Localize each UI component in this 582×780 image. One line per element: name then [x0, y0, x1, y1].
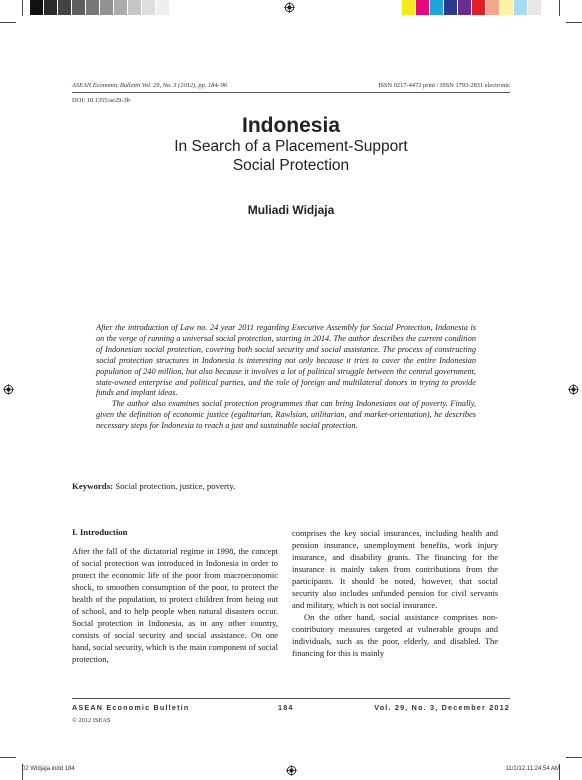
body-column-right	[292, 527, 498, 659]
color-swatch	[486, 0, 500, 15]
registration-target-icon	[568, 384, 579, 395]
color-swatch	[514, 0, 528, 15]
abstract-paragraph: The author also examines social protection programmes that can bring Indonesians out of poverty. Finally, given the definition of economic justice (egalitarian, Rawlsian, utilitarian, and market-orientation), he describes necessary steps for Indonesia to reach a just and sustainable social protection.	[96, 399, 476, 431]
crop-mark	[0, 757, 16, 758]
gray-swatch	[100, 0, 114, 15]
gray-swatch	[128, 0, 142, 15]
issn-line: ISSN 0217-4472 print / ISSN 1793-2831 electronic	[378, 82, 510, 89]
footer-journal-name: ASEAN Economic Bulletin	[72, 703, 190, 712]
section-heading: I. Introduction	[72, 527, 128, 537]
color-swatch	[430, 0, 444, 15]
crop-mark	[566, 22, 582, 23]
footer-rule	[72, 698, 510, 699]
gray-swatch	[114, 0, 128, 15]
copyright: © 2012 ISEAS	[72, 717, 111, 724]
keywords-label: Keywords:	[72, 481, 114, 491]
color-swatch	[472, 0, 486, 15]
footer-issue: Vol. 29, No. 3, December 2012	[374, 703, 510, 712]
gray-swatch	[142, 0, 156, 15]
gray-swatch	[86, 0, 100, 15]
color-swatch	[500, 0, 514, 15]
process-color-bar	[402, 0, 542, 15]
keywords	[72, 481, 235, 491]
registration-target-icon	[3, 384, 14, 395]
registration-target-icon	[284, 2, 295, 13]
article-subtitle	[72, 137, 510, 175]
gray-swatch	[58, 0, 72, 15]
crop-mark	[566, 757, 582, 758]
color-swatch	[416, 0, 430, 15]
doi-line: DOI: 10.1355/ae29-3b	[72, 97, 130, 104]
crop-mark	[22, 0, 23, 16]
gray-swatch	[72, 0, 86, 15]
gray-swatch	[30, 0, 44, 15]
crop-mark	[0, 22, 16, 23]
running-head: ASEAN Economic Bulletin Vol. 29, No. 3 (2012), pp. 184–96	[72, 82, 228, 89]
body-paragraph: comprises the key social insurances, including health and pension insurance, unemployment benefits, work injury insurance, and disability grants. The financing for the insurance is mainly taken from contributions from the participants. It should be noted, however, that social security also includes unfunded pension for civil servants and military, which is not social insurance.	[292, 528, 498, 610]
color-swatch	[528, 0, 542, 15]
color-swatch	[444, 0, 458, 15]
grayscale-color-bar	[30, 0, 170, 15]
keywords-text: Social protection, justice, poverty.	[115, 481, 236, 491]
subtitle-line-1: In Search of a Placement-Support	[174, 138, 408, 155]
gray-swatch	[44, 0, 58, 15]
registration-target-icon	[286, 765, 297, 776]
header-rule	[72, 92, 510, 93]
body-paragraph: After the fall of the dictatorial regime in 1998, the concept of social protection was introduced in Indonesia in order to protect the economic life of the poor from macroeconomic shock, to smoothen consumption of the poor, to protect the health of the population, to protect children from being out of school, and to help people when natural disasters occur. Social protection in Indonesia, as in any other country, consists of social security and social assistance. On one hand, social security, which is the main component of social protection,	[72, 546, 278, 664]
subtitle-line-2: Social Protection	[232, 157, 350, 174]
slug-timestamp: 11/1/12 11:24:54 AM	[505, 766, 560, 772]
body-column-left	[72, 545, 278, 665]
color-swatch	[458, 0, 472, 15]
abstract-paragraph: After the introduction of Law no. 24 year 2011 regarding Executive Assembly for Social Protection, Indonesia is on the verge of running a universal social protection, starting in 2014. The author describes the current condition of Indonesian social protection, covering both social security and social assistance. The process of constructing social protection structures in Indonesia is interesting not only because it tries to cover the entire Indonesian population of 240 million, but also because it involves a lot of political struggle between the central government, state-owned enterprise and political parties, and the role of foreign and multilateral donors in trying to provide funds and implant ideas.	[96, 323, 476, 398]
body-paragraph: On the other hand, social assistance comprises non-contributory measures targeted at vulnerable groups and individuals, such as the poor, elderly, and disabled. The financing for this is mainly	[292, 612, 498, 658]
gray-swatch	[156, 0, 170, 15]
article-title: Indonesia	[241, 114, 341, 137]
author-name: Muliadi Widjaja	[247, 203, 335, 217]
crop-mark	[559, 0, 560, 16]
slug-filename: 02 Widjaja.indd 184	[22, 766, 75, 772]
page-number: 184	[278, 703, 294, 712]
color-swatch	[402, 0, 416, 15]
abstract	[96, 323, 476, 432]
